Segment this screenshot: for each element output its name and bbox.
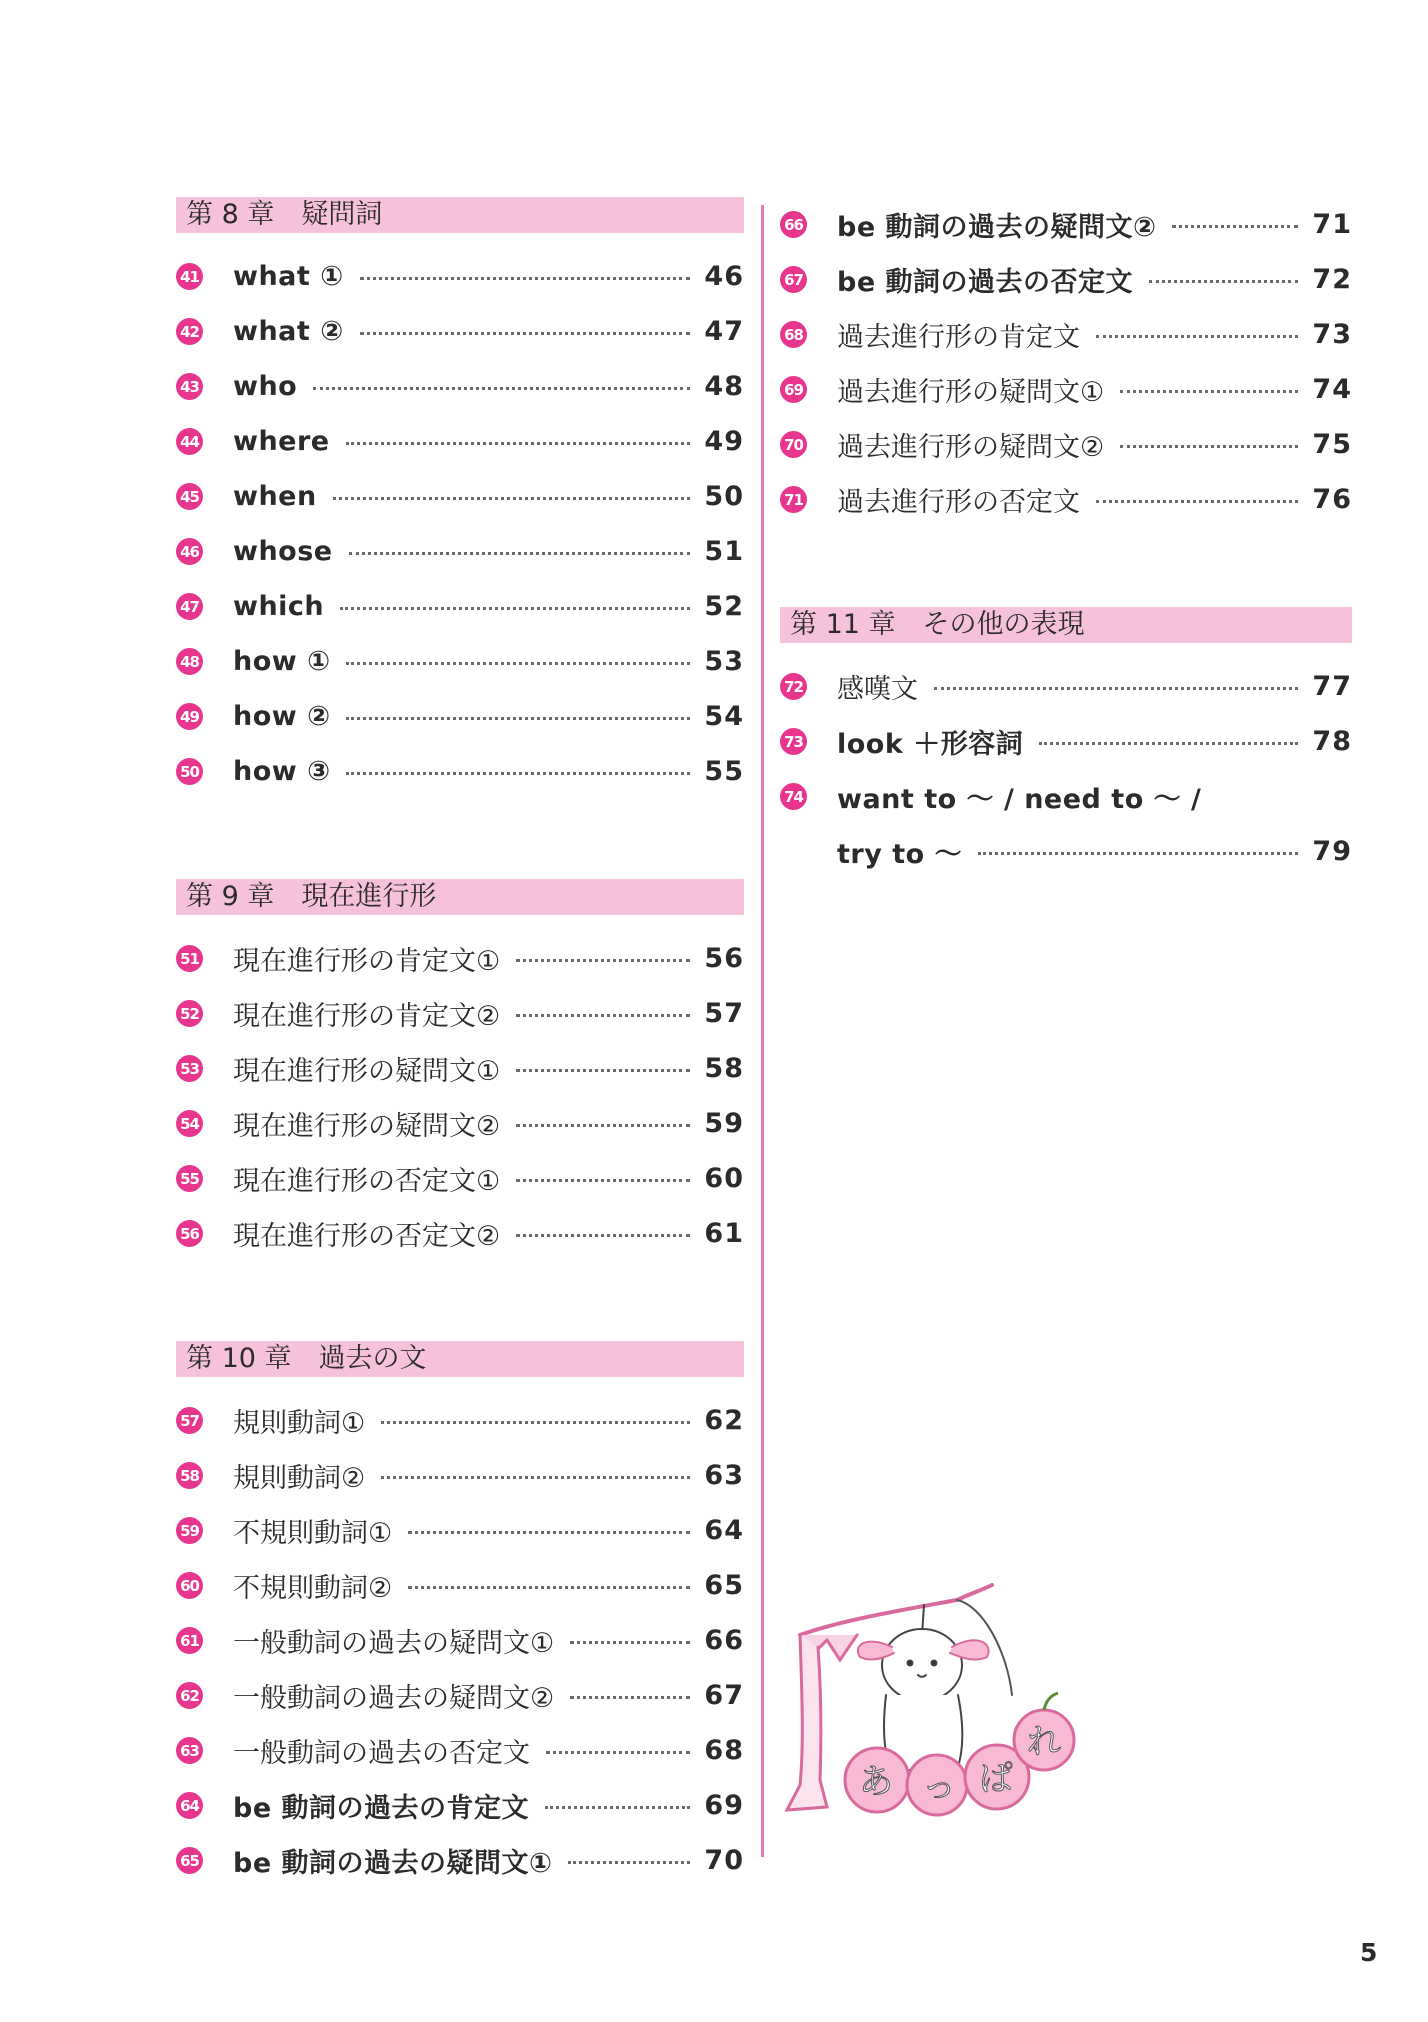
dot-leader: [346, 662, 690, 665]
page-reference: 62: [704, 1405, 744, 1436]
page-reference: 51: [704, 536, 744, 567]
lesson-title: 現在進行形の否定文②: [233, 1221, 501, 1252]
toc-entry[interactable]: [176, 469, 744, 524]
toc-entry[interactable]: [176, 1151, 744, 1206]
lesson-number-badge: 49: [176, 703, 203, 730]
toc-entry[interactable]: [176, 689, 744, 744]
page-reference: 65: [704, 1570, 744, 1601]
toc-entry[interactable]: [780, 417, 1352, 472]
lesson-number-badge: 54: [176, 1110, 203, 1137]
lesson-number-badge: 44: [176, 428, 203, 455]
toc-entry[interactable]: [780, 307, 1352, 362]
dot-leader: [978, 852, 1298, 855]
dot-leader: [516, 1234, 690, 1237]
page-reference: 58: [704, 1053, 744, 1084]
dot-leader: [568, 1861, 690, 1864]
toc-entry[interactable]: [176, 1393, 744, 1448]
toc-entry[interactable]: [176, 1723, 744, 1778]
page-reference: 73: [1312, 319, 1352, 350]
dot-leader: [340, 607, 690, 610]
lesson-title: 現在進行形の疑問文②: [233, 1111, 501, 1142]
lesson-number-badge: 63: [176, 1737, 203, 1764]
dot-leader: [516, 1069, 690, 1072]
chapter-header: 第 10 章 過去の文: [176, 1341, 744, 1377]
lesson-title: be 動詞の過去の疑問文②: [837, 212, 1157, 243]
dot-leader: [934, 687, 1298, 690]
toc-entry[interactable]: [176, 579, 744, 634]
toc-entry[interactable]: [176, 304, 744, 359]
toc-entry[interactable]: [176, 249, 744, 304]
illustration-char: あ: [859, 1762, 893, 1802]
lesson-number-badge: 61: [176, 1627, 203, 1654]
toc-entry[interactable]: [780, 769, 1352, 824]
lesson-number-badge: 73: [780, 728, 807, 755]
chapter-gap: [780, 527, 1352, 607]
toc-entry[interactable]: [176, 1833, 744, 1888]
illustration-char: れ: [1027, 1722, 1061, 1762]
lesson-title: 規則動詞①: [233, 1408, 366, 1439]
lesson-number-badge: 59: [176, 1517, 203, 1544]
dot-leader: [516, 959, 690, 962]
page-reference: 66: [704, 1625, 744, 1656]
lesson-number-badge: 60: [176, 1572, 203, 1599]
lesson-number-badge: 71: [780, 486, 807, 513]
dot-leader: [1039, 742, 1298, 745]
page-reference: 71: [1312, 209, 1352, 240]
toc-right-column: [780, 197, 1352, 879]
dot-leader: [1096, 500, 1298, 503]
lesson-number-badge: 53: [176, 1055, 203, 1082]
toc-entry[interactable]: [176, 931, 744, 986]
dot-leader: [408, 1531, 690, 1534]
toc-entry[interactable]: [176, 359, 744, 414]
page-reference: 69: [704, 1790, 744, 1821]
illustration-char: ぱ: [979, 1759, 1013, 1799]
lesson-number-badge: 65: [176, 1847, 203, 1874]
lesson-number-badge: 42: [176, 318, 203, 345]
dot-leader: [360, 277, 691, 280]
toc-left-column: [176, 197, 744, 1888]
dot-leader: [381, 1421, 690, 1424]
dot-leader: [346, 717, 690, 720]
lesson-number-badge: 62: [176, 1682, 203, 1709]
lesson-title: which: [233, 591, 325, 622]
lesson-number-badge: 57: [176, 1407, 203, 1434]
lesson-number-badge: 51: [176, 945, 203, 972]
toc-entry[interactable]: [780, 714, 1352, 769]
page-reference: 78: [1312, 726, 1352, 757]
column-divider: [761, 205, 764, 1857]
lesson-title: when: [233, 481, 317, 512]
lesson-title: 現在進行形の肯定文①: [233, 946, 501, 977]
dot-leader: [546, 1751, 690, 1754]
lesson-title: 規則動詞②: [233, 1463, 366, 1494]
page-reference: 72: [1312, 264, 1352, 295]
dot-leader: [516, 1014, 690, 1017]
lesson-number-badge: 58: [176, 1462, 203, 1489]
page-reference: 52: [704, 591, 744, 622]
page-reference: 53: [704, 646, 744, 677]
lesson-title: 過去進行形の肯定文: [837, 322, 1080, 353]
page-reference: 70: [704, 1845, 744, 1876]
lesson-title: how ①: [233, 646, 331, 677]
chapter-header: 第 8 章 疑問詞: [176, 197, 744, 233]
dot-leader: [1096, 335, 1298, 338]
lesson-title: look ＋形容詞: [837, 729, 1024, 760]
toc-entry[interactable]: [176, 1096, 744, 1151]
toc-entry[interactable]: [780, 252, 1352, 307]
lesson-number-badge: 72: [780, 673, 807, 700]
lesson-number-badge: 70: [780, 431, 807, 458]
lesson-title: 不規則動詞②: [233, 1573, 393, 1604]
page-reference: 59: [704, 1108, 744, 1139]
toc-entry[interactable]: [176, 1448, 744, 1503]
page-reference: 68: [704, 1735, 744, 1766]
lesson-number-badge: 56: [176, 1220, 203, 1247]
lesson-title-continued: try to ～: [837, 839, 963, 870]
lesson-title: 感嘆文: [837, 674, 918, 705]
lesson-number-badge: 41: [176, 263, 203, 290]
page-reference: 56: [704, 943, 744, 974]
toc-entry[interactable]: [176, 1558, 744, 1613]
page-reference: 48: [704, 371, 744, 402]
toc-entry[interactable]: [780, 362, 1352, 417]
dot-leader: [346, 772, 690, 775]
dot-leader: [346, 442, 691, 445]
chapter-11: [780, 607, 1352, 879]
lesson-title: 現在進行形の否定文①: [233, 1166, 501, 1197]
dot-leader: [313, 387, 690, 390]
dot-leader: [1120, 390, 1298, 393]
dot-leader: [516, 1179, 690, 1182]
toc-entry[interactable]: [176, 744, 744, 799]
toc-entry[interactable]: [176, 414, 744, 469]
lesson-title: be 動詞の過去の肯定文: [233, 1793, 530, 1824]
lesson-number-badge: 52: [176, 1000, 203, 1027]
lesson-title: 不規則動詞①: [233, 1518, 393, 1549]
page-reference: 54: [704, 701, 744, 732]
dot-leader: [333, 497, 691, 500]
page-reference: 46: [704, 261, 744, 292]
page-reference: 75: [1312, 429, 1352, 460]
toc-entry[interactable]: [176, 1503, 744, 1558]
lesson-title: how ③: [233, 756, 331, 787]
dot-leader: [1120, 445, 1298, 448]
lesson-number-badge: 55: [176, 1165, 203, 1192]
page-reference: 76: [1312, 484, 1352, 515]
page-reference: 64: [704, 1515, 744, 1546]
lesson-number-badge: 68: [780, 321, 807, 348]
lesson-title: be 動詞の過去の否定文: [837, 267, 1134, 298]
toc-entry[interactable]: [176, 634, 744, 689]
dot-leader: [360, 332, 691, 335]
page-reference: 79: [1312, 836, 1352, 867]
lesson-title: 現在進行形の疑問文①: [233, 1056, 501, 1087]
dot-leader: [570, 1641, 690, 1644]
page-reference: 50: [704, 481, 744, 512]
lesson-title: 現在進行形の肯定文②: [233, 1001, 501, 1032]
toc-entry[interactable]: [176, 1778, 744, 1833]
dot-leader: [349, 552, 691, 555]
dot-leader: [1172, 225, 1298, 228]
lesson-number-badge: 67: [780, 266, 807, 293]
rabbit-apples-illustration: [782, 1565, 1102, 1825]
toc-entry[interactable]: [176, 1668, 744, 1723]
dot-leader: [570, 1696, 690, 1699]
illustration-char: っ: [922, 1767, 956, 1807]
lesson-number-badge: 64: [176, 1792, 203, 1819]
lesson-title: 一般動詞の過去の疑問文②: [233, 1683, 555, 1714]
lesson-number-badge: 46: [176, 538, 203, 565]
lesson-number-badge: 43: [176, 373, 203, 400]
dot-leader: [545, 1806, 690, 1809]
dot-leader: [381, 1476, 690, 1479]
lesson-title: 過去進行形の疑問文①: [837, 377, 1105, 408]
toc-entry[interactable]: [176, 986, 744, 1041]
lesson-title: 一般動詞の過去の否定文: [233, 1738, 530, 1769]
chapter-gap: [176, 799, 744, 879]
page-reference: 61: [704, 1218, 744, 1249]
page-reference: 63: [704, 1460, 744, 1491]
page-reference: 49: [704, 426, 744, 457]
dot-leader: [516, 1124, 690, 1127]
lesson-title: be 動詞の過去の疑問文①: [233, 1848, 553, 1879]
page-reference: 67: [704, 1680, 744, 1711]
dot-leader: [1149, 280, 1298, 283]
lesson-title: whose: [233, 536, 333, 567]
lesson-number-badge: 66: [780, 211, 807, 238]
lesson-number-badge: 45: [176, 483, 203, 510]
page-reference: 60: [704, 1163, 744, 1194]
lesson-number-badge: 50: [176, 758, 203, 785]
page-number: 5: [1360, 1938, 1378, 1967]
page-reference: 55: [704, 756, 744, 787]
chapter-header: 第 9 章 現在進行形: [176, 879, 744, 915]
page-reference: 47: [704, 316, 744, 347]
lesson-title: want to ～ / need to ～ /: [837, 784, 1202, 815]
dot-leader: [408, 1586, 690, 1589]
chapter-10-continued: [780, 197, 1352, 527]
lesson-title: who: [233, 371, 298, 402]
lesson-title: what ②: [233, 316, 344, 347]
lesson-number-badge: 48: [176, 648, 203, 675]
toc-entry[interactable]: [176, 1206, 744, 1261]
lesson-title: 過去進行形の疑問文②: [837, 432, 1105, 463]
toc-entry[interactable]: [176, 1041, 744, 1096]
page-reference: 57: [704, 998, 744, 1029]
lesson-title: what ①: [233, 261, 344, 292]
lesson-title: where: [233, 426, 330, 457]
lesson-number-badge: 47: [176, 593, 203, 620]
toc-entry[interactable]: [176, 1613, 744, 1668]
chapter-header: 第 11 章 その他の表現: [780, 607, 1352, 643]
lesson-title: how ②: [233, 701, 331, 732]
toc-entry[interactable]: [780, 472, 1352, 527]
lesson-number-badge: 74: [780, 783, 807, 810]
lesson-number-badge: 69: [780, 376, 807, 403]
toc-entry[interactable]: [780, 659, 1352, 714]
toc-entry[interactable]: [780, 197, 1352, 252]
chapter-gap: [176, 1261, 744, 1341]
toc-entry-continued[interactable]: [780, 824, 1352, 879]
lesson-title: 一般動詞の過去の疑問文①: [233, 1628, 555, 1659]
page-reference: 74: [1312, 374, 1352, 405]
lesson-title: 過去進行形の否定文: [837, 487, 1080, 518]
toc-entry[interactable]: [176, 524, 744, 579]
page-reference: 77: [1312, 671, 1352, 702]
